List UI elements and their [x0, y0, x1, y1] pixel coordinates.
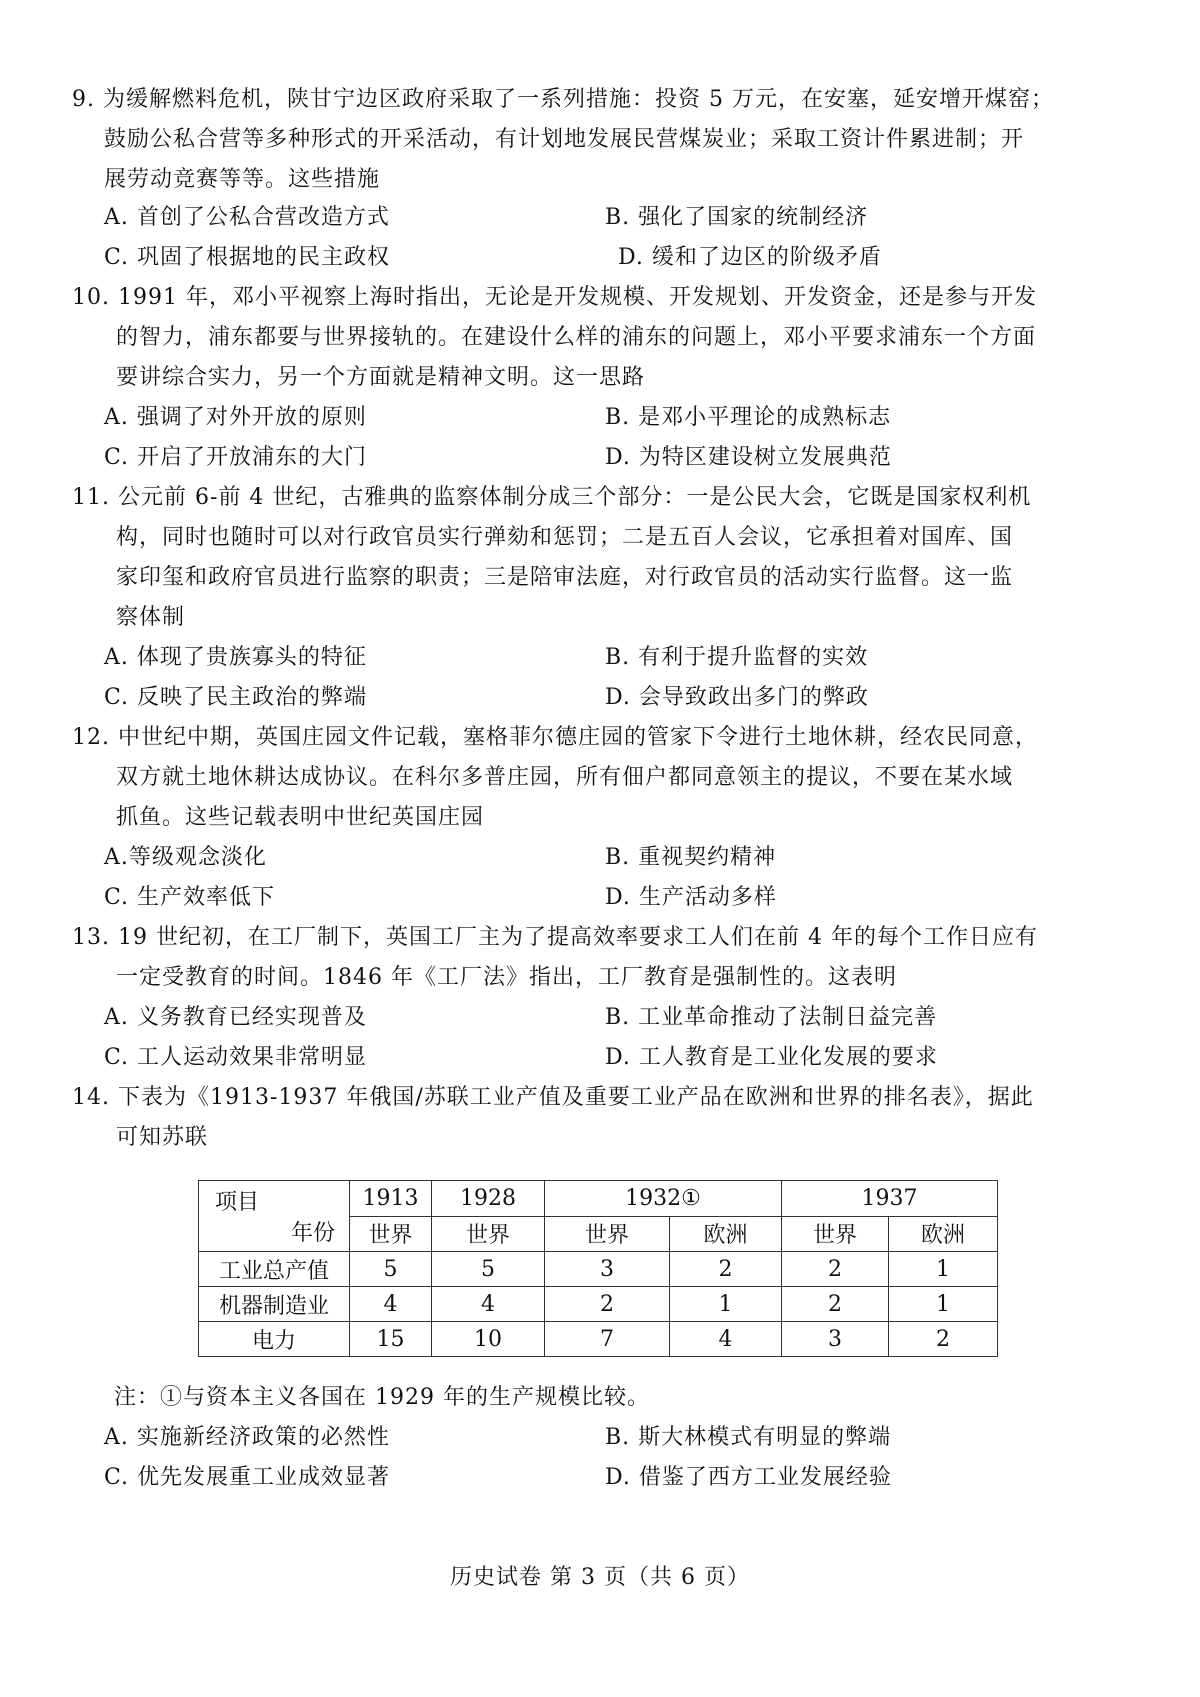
table-sub-header: 世界: [545, 1216, 670, 1252]
option-b: B. 斯大林模式有明显的弊端: [605, 1425, 892, 1450]
question-line: 构，同时也随时可以对行政官员实行弹劾和惩罚；二是五百人会议，它承担着对国库、国: [116, 525, 1014, 550]
option-a: A. 实施新经济政策的必然性: [104, 1425, 390, 1450]
question-line: 9. 为缓解燃料危机，陕甘宁边区政府采取了一系列措施：投资 5 万元，在安塞，延安增开煤窑；: [72, 87, 1054, 112]
table-year-header: 1937: [782, 1181, 998, 1217]
option-a: A. 义务教育已经实现普及: [104, 1005, 367, 1030]
table-sub-header: 世界: [782, 1216, 889, 1252]
table-cell: 10: [432, 1322, 545, 1357]
table-cell: 1: [670, 1287, 782, 1322]
question-line: 12. 中世纪中期，英国庄园文件记载，塞格菲尔德庄园的管家下令进行土地休耕，经农民同意，: [72, 725, 1038, 750]
option-a: A. 体现了贵族寡头的特征: [104, 645, 367, 670]
table-cell: 3: [782, 1322, 889, 1357]
question-line: 要讲综合实力，另一个方面就是精神文明。这一思路: [116, 365, 646, 390]
option-d: D. 借鉴了西方工业发展经验: [605, 1465, 892, 1490]
table-sub-header: 世界: [350, 1216, 432, 1252]
table-cell: 5: [432, 1252, 545, 1287]
option-d: D. 缓和了边区的阶级矛盾: [618, 245, 882, 270]
table-cell: 1: [889, 1287, 998, 1322]
page-footer: 历史试卷 第 3 页（共 6 页）: [450, 1565, 750, 1590]
table-cell: 2: [545, 1287, 670, 1322]
option-d: D. 会导致政出多门的弊政: [605, 685, 869, 710]
table-cell: 2: [782, 1287, 889, 1322]
table-cell: 1: [889, 1252, 998, 1287]
option-a: A. 首创了公私合营改造方式: [104, 205, 390, 230]
table-row: [199, 1322, 998, 1357]
table-row: [199, 1287, 998, 1322]
option-a: A.等级观念淡化: [104, 845, 267, 870]
option-c: C. 开启了开放浦东的大门: [104, 445, 368, 470]
table-corner-cell: [199, 1181, 350, 1252]
table-note: 注：①与资本主义各国在 1929 年的生产规模比较。: [114, 1385, 650, 1410]
question-line: 抓鱼。这些记载表明中世纪英国庄园: [116, 805, 485, 830]
question-line: 11. 公元前 6-前 4 世纪，古雅典的监察体制分成三个部分：一是公民大会，它既是国家权利机: [72, 485, 1032, 510]
question-line: 一定受教育的时间。1846 年《工厂法》指出，工厂教育是强制性的。这表明: [116, 965, 897, 990]
option-c: C. 生产效率低下: [104, 885, 276, 910]
question-line: 双方就土地休耕达成协议。在科尔多普庄园，所有佃户都同意领主的提议，不要在某水域: [116, 765, 1014, 790]
question-line: 14. 下表为《1913-1937 年俄国/苏联工业产值及重要工业产品在欧洲和世界的排名表》，据此: [72, 1085, 1034, 1110]
table-corner-bottom: 年份: [290, 1221, 335, 1246]
option-b: B. 强化了国家的统制经济: [605, 205, 869, 230]
table-cell: 4: [670, 1322, 782, 1357]
option-c: C. 优先发展重工业成效显著: [104, 1465, 391, 1490]
table-corner-top: 项目: [215, 1190, 260, 1215]
table-row: [199, 1252, 998, 1287]
option-c: C. 反映了民主政治的弊端: [104, 685, 368, 710]
option-a: A. 强调了对外开放的原则: [104, 405, 367, 430]
table-cell: 2: [782, 1252, 889, 1287]
option-d: D. 生产活动多样: [605, 885, 777, 910]
question-line: 展劳动竞赛等等。这些措施: [104, 167, 381, 192]
option-b: B. 是邓小平理论的成熟标志: [605, 405, 892, 430]
question-line: 可知苏联: [116, 1125, 209, 1150]
option-b: B. 工业革命推动了法制日益完善: [605, 1005, 938, 1030]
option-d: D. 为特区建设树立发展典范: [605, 445, 892, 470]
option-d: D. 工人教育是工业化发展的要求: [605, 1045, 938, 1070]
question-line: 家印玺和政府官员进行监察的职责；三是陪审法庭，对行政官员的活动实行监督。这一监: [116, 565, 1014, 590]
table-row-label: 工业总产值: [199, 1252, 350, 1287]
question-line: 察体制: [116, 605, 186, 630]
table-cell: 2: [889, 1322, 998, 1357]
table-year-header: 1913: [350, 1181, 432, 1217]
option-c: C. 工人运动效果非常明显: [104, 1045, 368, 1070]
question-line: 13. 19 世纪初，在工厂制下，英国工厂主为了提高效率要求工人们在前 4 年的每个工作日应有: [72, 925, 1038, 950]
option-b: B. 有利于提升监督的实效: [605, 645, 869, 670]
question-line: 的智力，浦东都要与世界接轨的。在建设什么样的浦东的问题上，邓小平要求浦东一个方面: [116, 325, 1037, 350]
table-sub-header: 欧洲: [889, 1216, 998, 1252]
table-cell: 3: [545, 1252, 670, 1287]
table-cell: 5: [350, 1252, 432, 1287]
table-row-label: 电力: [199, 1322, 350, 1357]
option-c: C. 巩固了根据地的民主政权: [104, 245, 391, 270]
table-year-header: 1928: [432, 1181, 545, 1217]
question-line: 10. 1991 年，邓小平视察上海时指出，无论是开发规模、开发规划、开发资金，还是参与开发: [72, 285, 1037, 310]
table-cell: 4: [350, 1287, 432, 1322]
table-sub-header: 世界: [432, 1216, 545, 1252]
table-row-label: 机器制造业: [199, 1287, 350, 1322]
table-cell: 15: [350, 1322, 432, 1357]
question-line: 鼓励公私合营等多种形式的开采活动，有计划地发展民营煤炭业；采取工资计件累进制；开: [104, 127, 1025, 152]
table-cell: 7: [545, 1322, 670, 1357]
table-cell: 2: [670, 1252, 782, 1287]
table-sub-header: 欧洲: [670, 1216, 782, 1252]
option-b: B. 重视契约精神: [605, 845, 777, 870]
table-year-header: 1932①: [545, 1181, 782, 1217]
table-cell: 4: [432, 1287, 545, 1322]
ranking-table: [198, 1180, 998, 1357]
